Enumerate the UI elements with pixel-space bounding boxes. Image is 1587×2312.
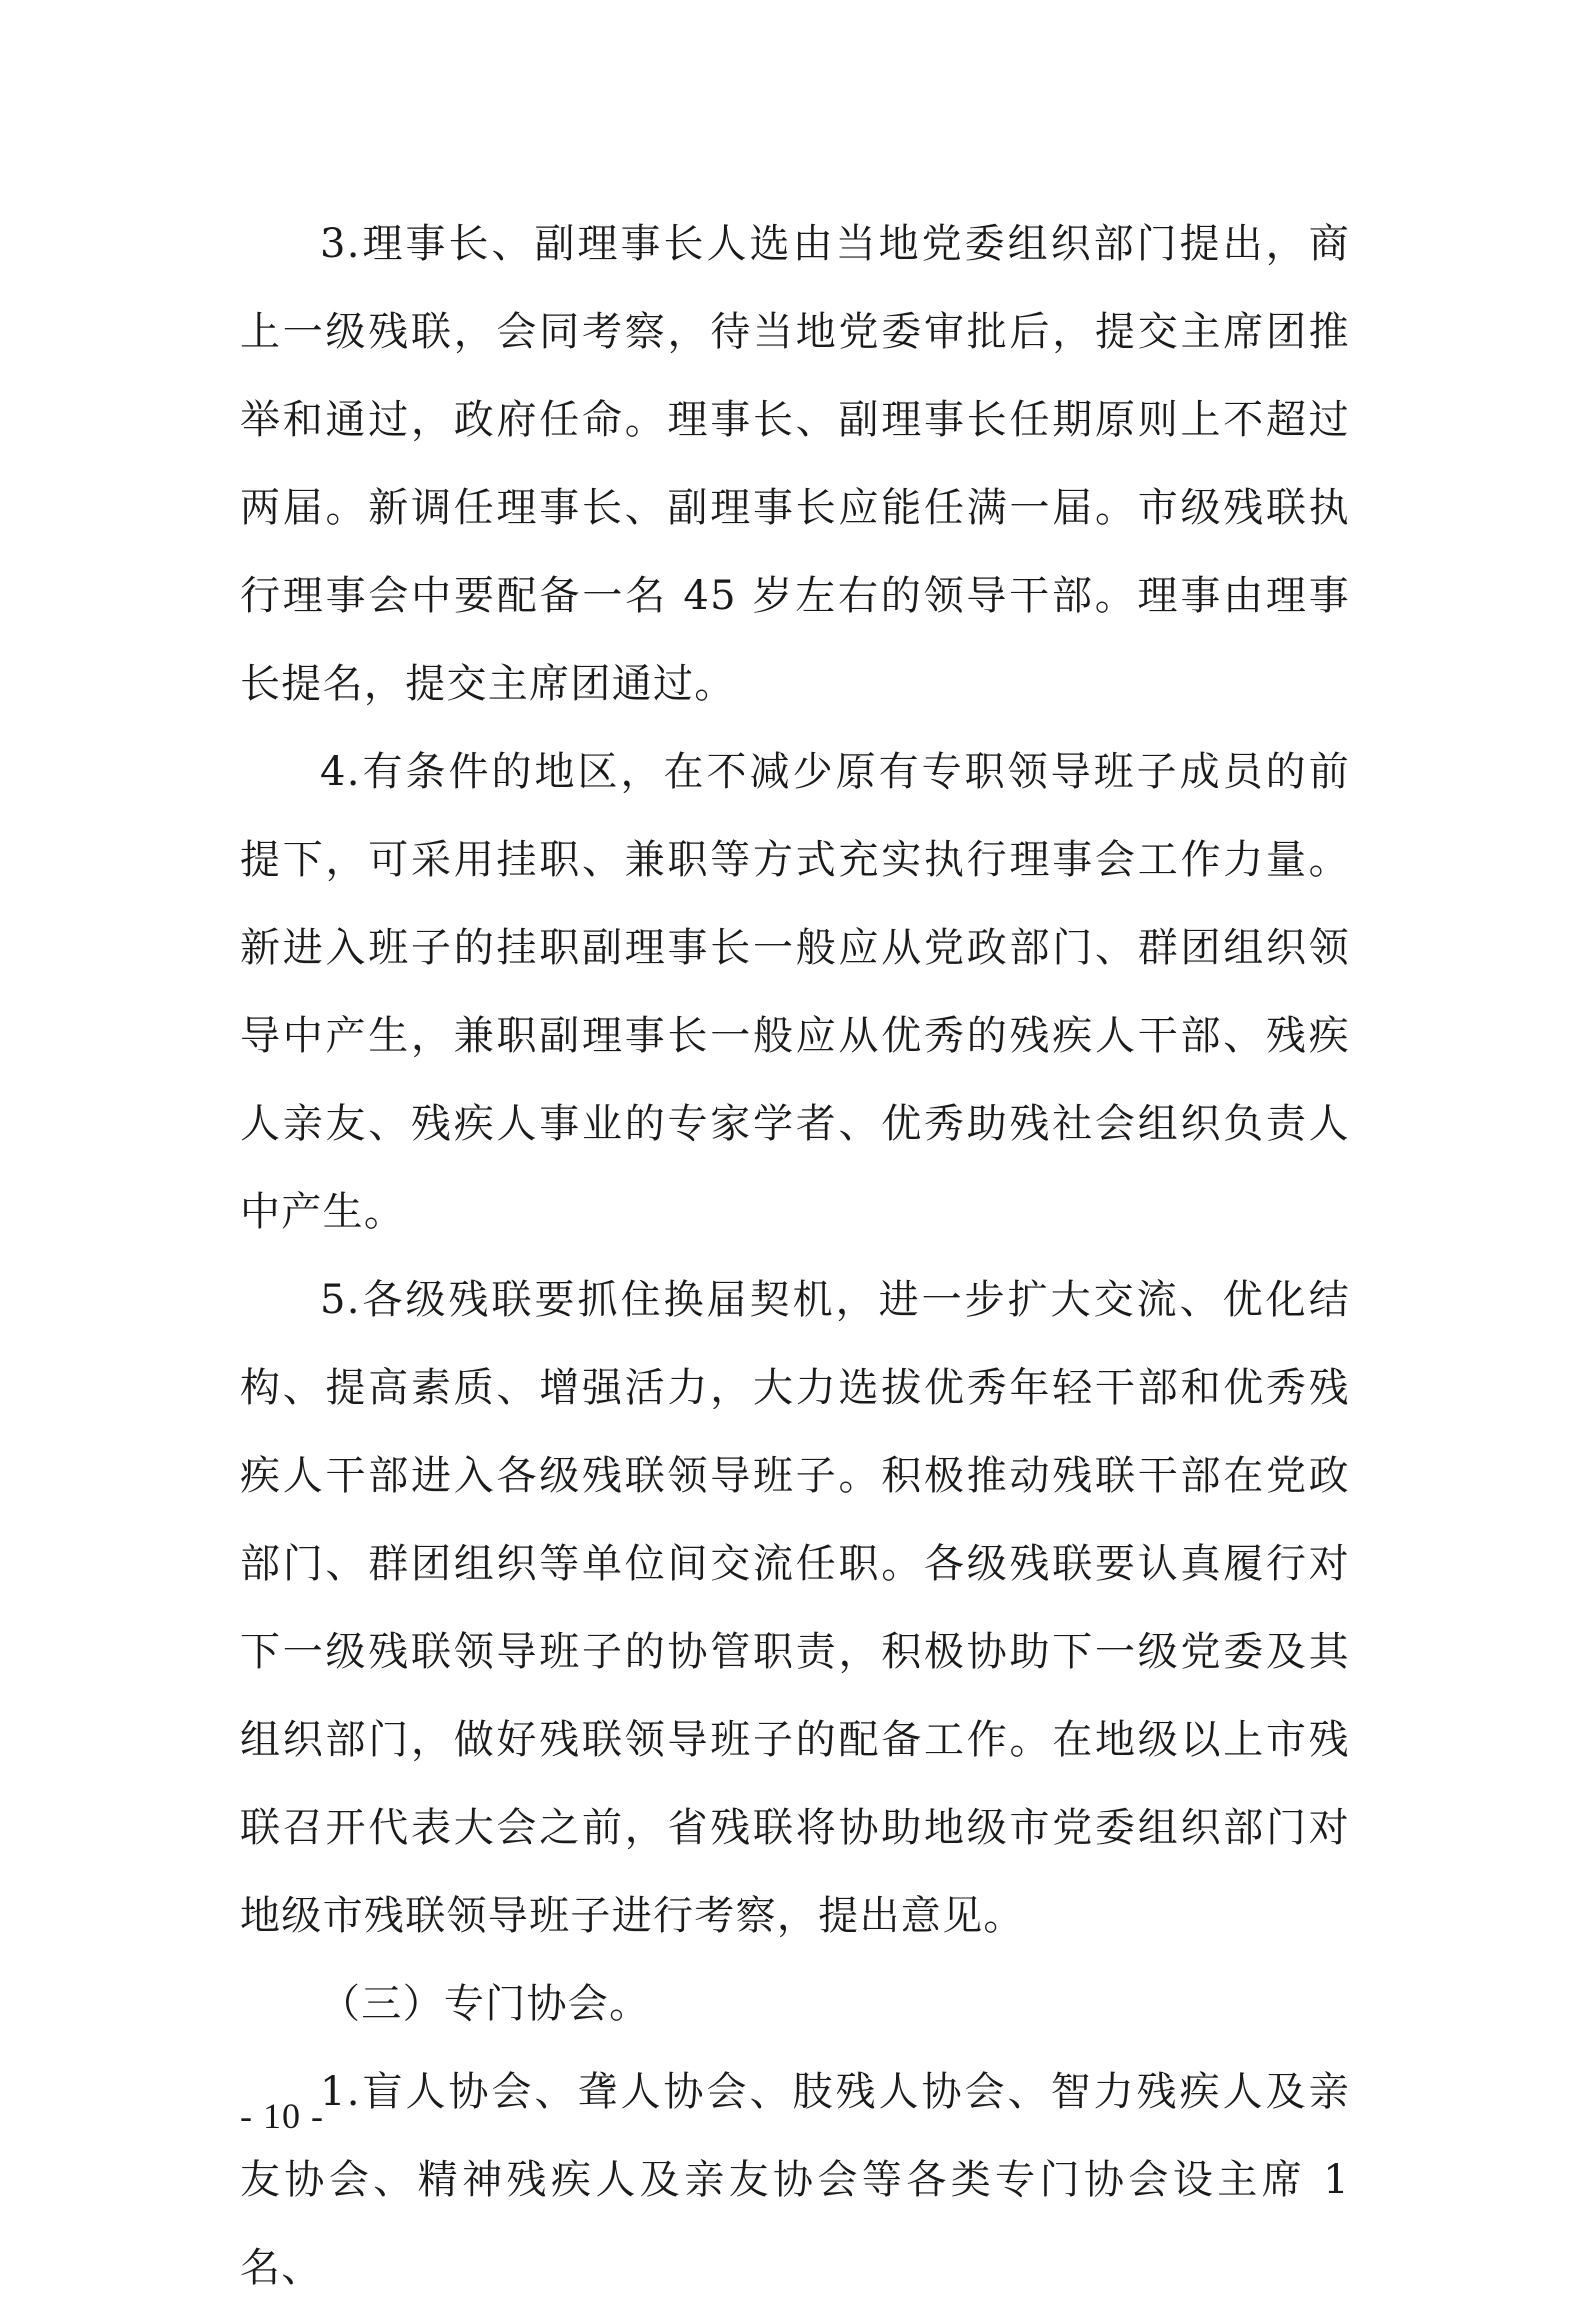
paragraph-5: 5.各级残联要抓住换届契机，进一步扩大交流、优化结构、提高素质、增强活力，大力选拔优秀年轻干部和优秀残疾人干部进入各级残联领导班子。积极推动残联干部在党政部门、群团组织等单位间交流任职。各级残联要认真履行对下一级残联领导班子的协管职责，积极协助下一级党委及其组织部门，做好残联领导班子的配备工作。在地级以上市残联召开代表大会之前，省残联将协助地级市党委组织部门对地级市残联领导班子进行考察，提出意见。 bbox=[240, 1277, 1350, 1939]
paragraph-3: 3.理事长、副理事长人选由当地党委组织部门提出，商上一级残联，会同考察，待当地党委审批后，提交主席团推举和通过，政府任命。理事长、副理事长任期原则上不超过两届。新调任理事长、副理事长应能任满一届。市级残联执行理事会中要配备一名 45 岁左右的领导干部。理事由理事长提名，提交主席团通过。 bbox=[240, 221, 1350, 707]
paragraph-4: 4.有条件的地区，在不减少原有专职领导班子成员的前提下，可采用挂职、兼职等方式充实执行理事会工作力量。新进入班子的挂职副理事长一般应从党政部门、群团组织领导中产生，兼职副理事长一般应从优秀的残疾人干部、残疾人亲友、残疾人事业的专家学者、优秀助残社会组织负责人中产生。 bbox=[240, 749, 1350, 1235]
document-body bbox=[240, 200, 1350, 2312]
paragraph-associations: 1.盲人协会、聋人协会、肢残人协会、智力残疾人及亲友协会、精神残疾人及亲友协会等各类专门协会设主席 1 名、 bbox=[240, 2069, 1350, 2291]
page-number: - 10 - bbox=[240, 2096, 324, 2136]
section-heading: （三）专门协会。 bbox=[320, 1981, 651, 2027]
